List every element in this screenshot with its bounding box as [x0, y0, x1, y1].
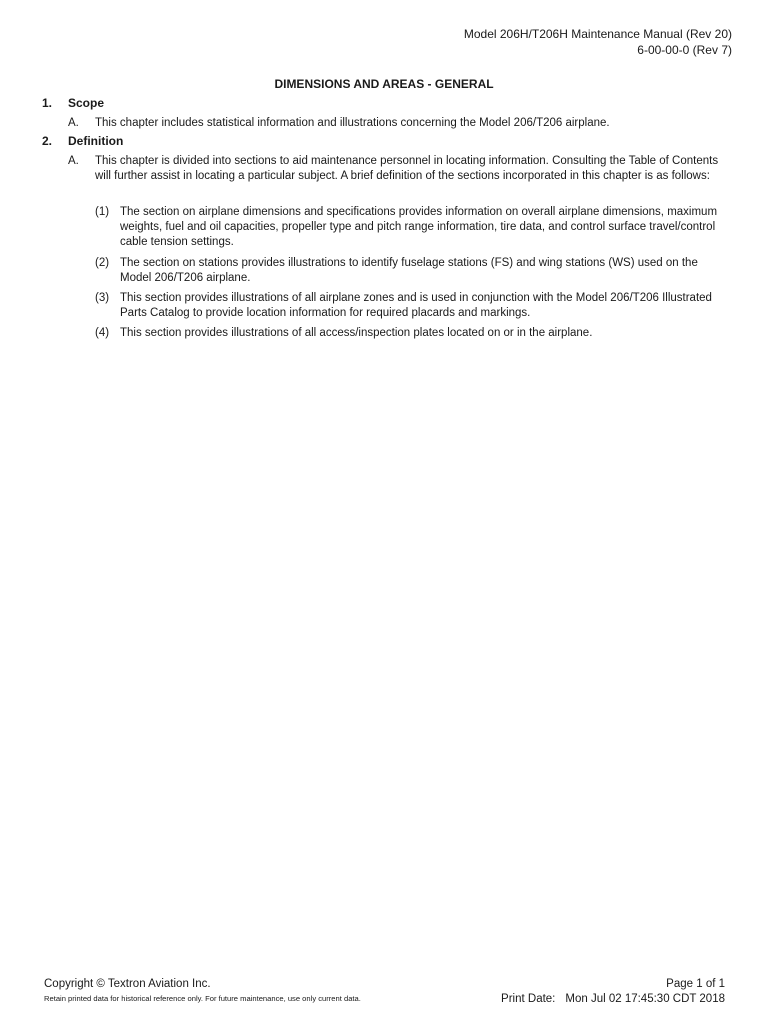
print-date-value: Mon Jul 02 17:45:30 CDT 2018 — [565, 993, 725, 1005]
item-number: (2) — [95, 257, 110, 269]
section-definition-heading — [42, 134, 123, 149]
section-scope-heading — [42, 96, 104, 111]
definition-item-4 — [95, 326, 730, 341]
definition-item-3 — [95, 291, 730, 321]
scope-paragraph-a — [68, 116, 728, 131]
item-number: (3) — [95, 292, 110, 304]
print-date-line — [501, 992, 725, 1007]
item-text: This section provides illustrations of all airplane zones and is used in conjunction with the Model 206/T206 Illustrated Parts Catalog to provide location information for required placards and markings. — [120, 292, 712, 319]
paragraph-letter: A. — [68, 155, 79, 167]
section-number: 2. — [42, 134, 53, 148]
section-number: 1. — [42, 96, 53, 110]
document-title: DIMENSIONS AND AREAS - GENERAL — [274, 77, 494, 91]
definition-paragraph-a — [68, 154, 728, 184]
item-number: (4) — [95, 327, 110, 339]
page-header — [464, 26, 732, 58]
page-number: Page 1 of 1 — [666, 978, 725, 990]
retention-notice: Retain printed data for historical reference only. For future maintenance, use only current data. — [44, 994, 361, 1003]
definition-item-2 — [95, 256, 730, 286]
copyright-notice: Copyright © Textron Aviation Inc. — [44, 978, 211, 990]
chapter-reference: 6-00-00-0 (Rev 7) — [637, 43, 732, 57]
item-text: This section provides illustrations of all access/inspection plates located on or in the airplane. — [120, 327, 593, 339]
footer-right — [501, 977, 725, 1007]
paragraph-text: This chapter is divided into sections to aid maintenance personnel in locating information. Consulting the Table of Contents will further assist in locating a particular subject. A brief definition of the sections incorporated in this chapter is as follows: — [95, 155, 719, 182]
manual-title: Model 206H/T206H Maintenance Manual (Rev 20) — [463, 27, 732, 41]
paragraph-letter: A. — [68, 117, 79, 129]
print-date-label: Print Date: — [501, 993, 556, 1005]
item-text: The section on stations provides illustrations to identify fuselage stations (FS) and wing stations (WS) used on the Model 206/T206 airplane. — [120, 257, 698, 284]
section-title: Definition — [68, 134, 124, 148]
section-title: Scope — [68, 96, 105, 110]
item-number: (1) — [95, 206, 110, 218]
footer-left — [44, 977, 361, 1005]
paragraph-text: This chapter includes statistical information and illustrations concerning the Model 206/T206 airplane. — [95, 117, 610, 129]
definition-item-1 — [95, 205, 730, 250]
item-text: The section on airplane dimensions and specifications provides information on overall airplane dimensions, maximum weights, fuel and oil capacities, propeller type and pitch range information, tire data, and control surface travel/control cable tension settings. — [120, 206, 718, 248]
